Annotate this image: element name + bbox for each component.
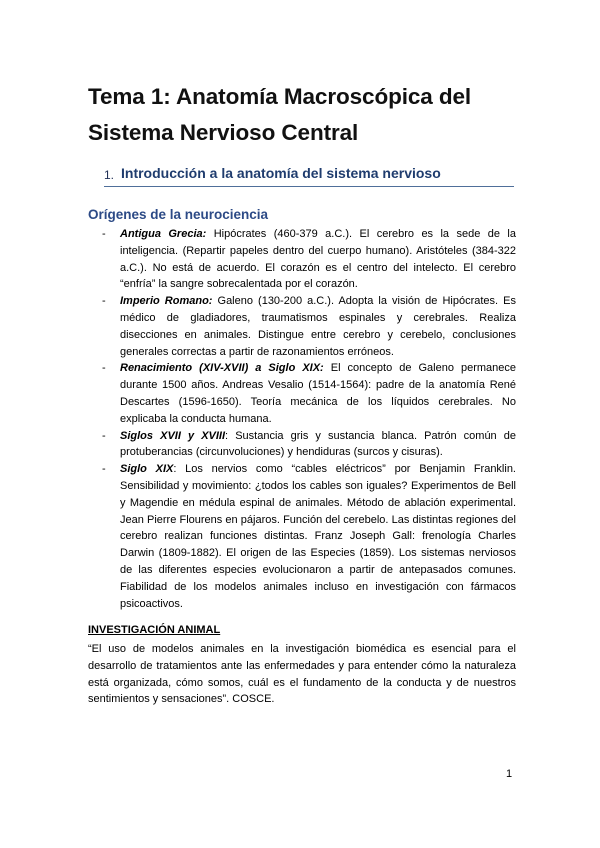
era-label: Siglos XVII y XVIII [120,429,226,442]
list-item [100,461,516,612]
bullet-dash: - [102,429,106,442]
era-label: Renacimiento (XIV-XVII) a Siglo XIX: [120,362,324,375]
era-description: : Los nervios como “cables eléctricos” por Benjamin Franklin. Sensibilidad y movimiento: ¿todos los cables son iguales? Experimentos de Bell y Magendie en médula espinal de animales. Método de ablación experimental. Jean Pierre Flourens en pájaros. Función del cerebelo. Las distintas regiones del cerebro realizan funciones distintas. Franz Joseph Gall: frenología Charles Darwin (1809-1882). El origen de las Especies (1859). Los sistemas nerviosos de las diferentes especies evolucionaron a partir de antepasados comunes. Fiabilidad de los modelos animales incluso en investigación con fármacos psicoactivos. [120,463,516,610]
list-item [100,293,516,360]
era-description: Hipócrates (460-379 a.C.). El cerebro es la sede de la inteligencia. (Repartir papeles dentro del cuerpo humano). Aristóteles (384-322 a.C.). No está de acuerdo. El corazón es el centro del intelecto. El cerebro “enfría” la sangre sobrecalentada por el corazón. [120,228,516,291]
list-item [100,360,516,427]
history-bullet-list [100,226,516,612]
document-title-line-2: Sistema Nervioso Central [88,120,359,145]
list-item [100,226,516,293]
subheading-origins: Orígenes de la neurociencia [88,207,269,222]
bullet-dash: - [102,295,106,308]
section-heading [104,164,514,187]
era-description: : Sustancia gris y sustancia blanca. Patrón común de protuberancias (circunvoluciones) y hendiduras (surcos y cisuras). [120,429,517,459]
list-item [100,428,516,462]
era-description: Galeno (130-200 a.C.). Adopta la visión de Hipócrates. Es médico de gladiadores, traumatismos espinales y cerebrales. Realiza disecciones en animales. Distingue entre cerebro y cerebelo, conclusiones generales correctas a partir de razonamientos erróneos. [120,295,516,358]
era-description: El concepto de Galeno permanece durante 1500 años. Andreas Vesalio (1514-1564): padre de la anatomía René Descartes (1596-1650). Teoría mecánica de los líquidos cerebrales. No explicaba la conducta humana. [120,362,516,425]
cosce-quote: “El uso de modelos animales en la investigación biomédica es esencial para el desarrollo de tratamientos ante las enfermedades y para entender cómo la naturaleza está organizada, cómo somos, cuál es el fundamento de la conducta y de nuestros sentimientos y sensaciones”. COSCE. [88,643,516,706]
section-number: 1. [104,168,115,182]
bullet-dash: - [102,362,106,375]
era-label: Siglo XIX [120,463,174,476]
bullet-dash: - [102,463,106,476]
era-label: Antigua Grecia: [120,228,207,240]
investigation-heading: INVESTIGACIÓN ANIMAL [88,624,221,636]
bullet-dash: - [102,228,106,240]
document-title-line-1: Tema 1: Anatomía Macroscópica del [88,84,472,109]
era-label: Imperio Romano: [120,295,213,308]
section-heading-text: Introducción a la anatomía del sistema nervioso [121,165,441,181]
page-number: 1 [506,768,513,780]
